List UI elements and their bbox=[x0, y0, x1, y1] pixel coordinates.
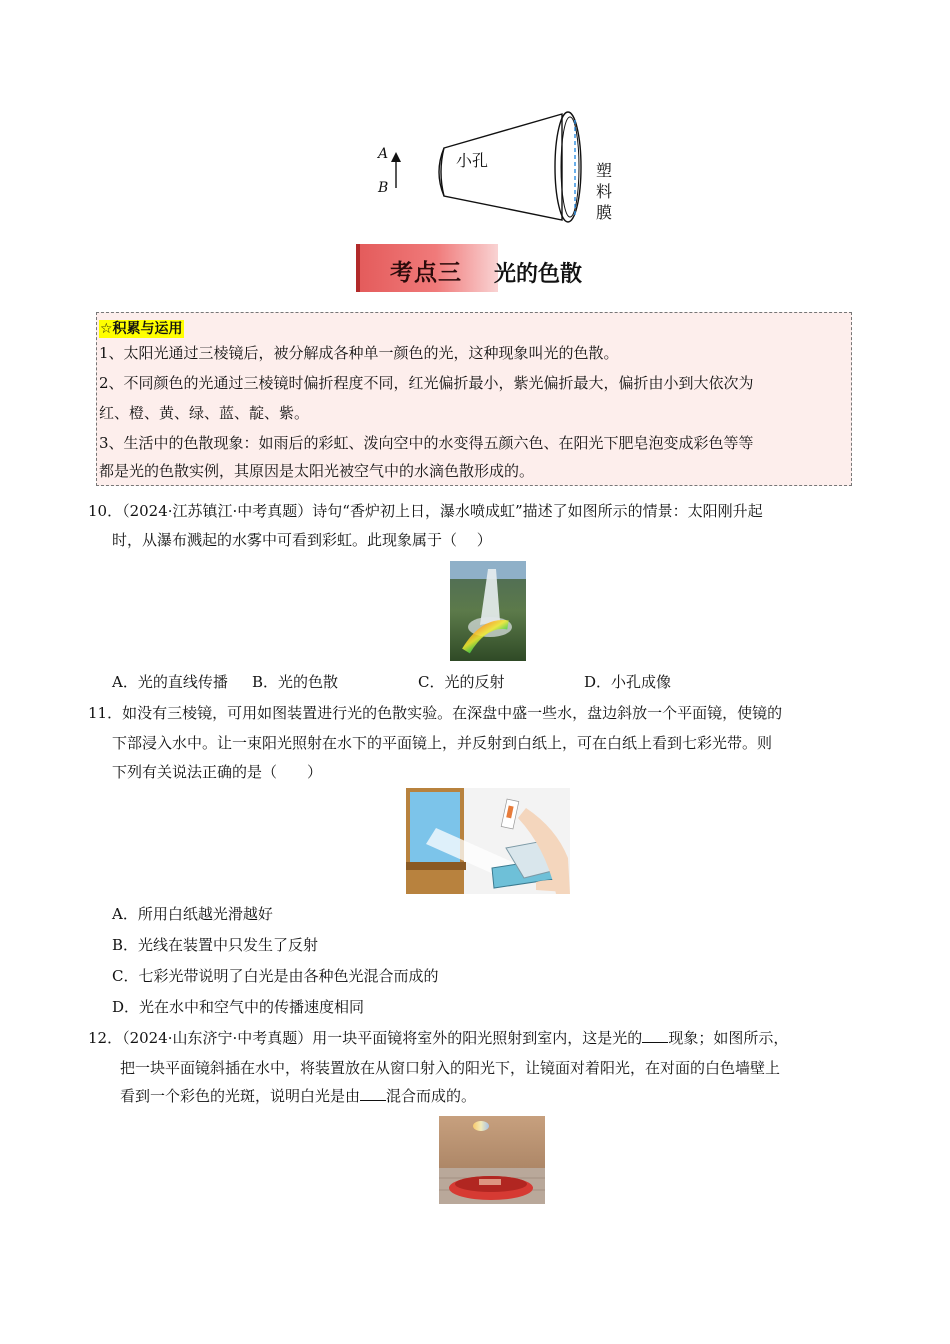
section-tag bbox=[356, 244, 498, 292]
answer-blank[interactable] bbox=[360, 1086, 386, 1101]
q11-option-b[interactable]: B．光线在装置中只发生了反射 bbox=[112, 936, 319, 954]
section-title: 光的色散 bbox=[494, 262, 583, 287]
q12-line-3-end: 混合而成的。 bbox=[386, 1087, 477, 1105]
waterfall-rainbow-photo bbox=[450, 561, 526, 661]
q10-option-c[interactable]: C．光的反射 bbox=[418, 673, 505, 691]
q10-option-a[interactable]: A．光的直线传播 bbox=[112, 673, 228, 691]
knowledge-line: 都是光的色散实例，其原因是太阳光被空气中的水滴色散形成的。 bbox=[99, 462, 535, 480]
knowledge-line: 红、橙、黄、绿、蓝、靛、紫。 bbox=[99, 404, 310, 422]
q12-line-2: 把一块平面镜斜插在水中，将装置放在从窗口射入的阳光下，让镜面对着阳光，在对面的白色墙壁上 bbox=[120, 1059, 781, 1077]
label-hole: 小孔 bbox=[456, 151, 489, 170]
label-film-1: 塑 bbox=[596, 161, 613, 180]
q12-line-1-end: 现象；如图所示， bbox=[668, 1029, 789, 1047]
label-a: A bbox=[378, 146, 389, 162]
section-tag-text: 考点三 bbox=[390, 260, 462, 286]
knowledge-line: 2、不同颜色的光通过三棱镜时偏折程度不同，红光偏折最小，紫光偏折最大，偏折由小到大依次为 bbox=[99, 374, 754, 392]
answer-blank[interactable] bbox=[642, 1028, 668, 1043]
knowledge-box bbox=[96, 312, 852, 486]
label-film-2: 料 bbox=[596, 182, 613, 201]
knowledge-line: 3、生活中的色散现象：如雨后的彩虹、泼向空中的水变得五颜六色、在阳光下肥皂泡变成彩色等等 bbox=[99, 434, 754, 452]
knowledge-heading: ☆积累与运用 bbox=[100, 321, 183, 337]
q11-option-a[interactable]: A．所用白纸越光滑越好 bbox=[112, 905, 273, 923]
q12-line-1 bbox=[88, 1028, 788, 1048]
q11-line-3: 下列有关说法正确的是（ ） bbox=[112, 763, 323, 781]
colored-spot-basin-photo bbox=[439, 1116, 545, 1204]
label-film-3: 膜 bbox=[596, 203, 613, 222]
section-banner bbox=[356, 244, 616, 294]
q11-line-1: 11．如没有三棱镜，可用如图装置进行光的色散实验。在深盘中盛一些水，盘边斜放一个平面镜，使镜的 bbox=[88, 704, 783, 722]
q12-line-1-start: 12．（2024·山东济宁·中考真题）用一块平面镜将室外的阳光照射到室内，这是光的 bbox=[88, 1029, 643, 1047]
label-b: B bbox=[378, 180, 389, 196]
q12-line-3 bbox=[120, 1086, 476, 1106]
q11-option-d[interactable]: D．光在水中和空气中的传播速度相同 bbox=[112, 998, 365, 1016]
q11-option-c[interactable]: C．七彩光带说明了白光是由各种色光混合而成的 bbox=[112, 967, 439, 985]
q11-line-2: 下部浸入水中。让一束阳光照射在水下的平面镜上，并反射到白纸上，可在白纸上看到七彩光带。则 bbox=[112, 734, 773, 752]
q10-line-2: 时，从瀑布溅起的水雾中可看到彩虹。此现象属于（ ） bbox=[112, 531, 492, 549]
q10-option-b[interactable]: B．光的色散 bbox=[252, 673, 339, 691]
q10-line-1: 10．（2024·江苏镇江·中考真题）诗句“香炉初上日，瀑水喷成虹”描述了如图所示的情景：太阳刚升起 bbox=[88, 502, 763, 520]
pinhole-cup-figure bbox=[372, 104, 622, 226]
q10-option-d[interactable]: D．小孔成像 bbox=[584, 673, 672, 691]
q12-line-3-start: 看到一个彩色的光斑，说明白光是由 bbox=[120, 1087, 361, 1105]
knowledge-line: 1、太阳光通过三棱镜后，被分解成各种单一颜色的光，这种现象叫光的色散。 bbox=[99, 344, 619, 362]
mirror-water-experiment-figure bbox=[406, 788, 570, 894]
